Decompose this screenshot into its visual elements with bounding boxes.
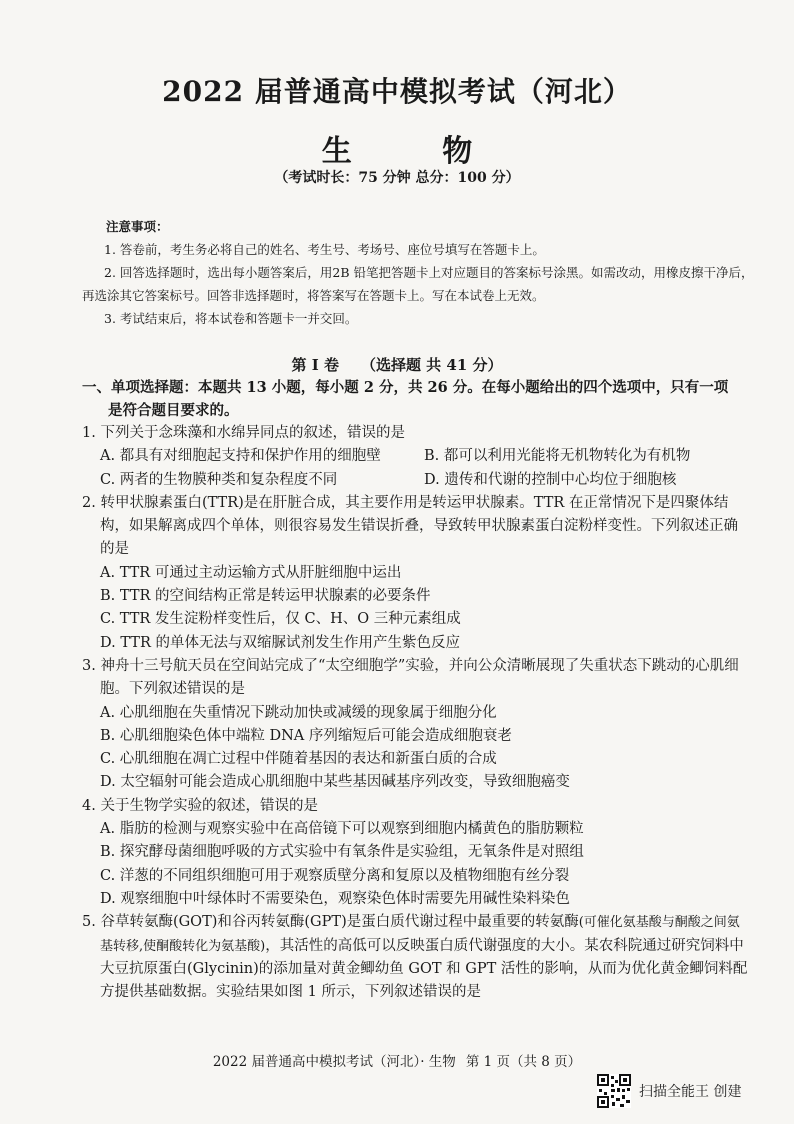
question-stem: 3. 神舟十三号航天员在空间站完成了“太空细胞学”实验，并向公众清晰展现了失重状态下跳动的心肌细胞。下列叙述错误的是 — [82, 657, 739, 698]
section-title-desc: （选择题 共 41 分） — [360, 356, 503, 374]
part-line: 一、单项选择题：本题共 13 小题，每小题 2 分，共 26 分。在每小题给出的四个选项中，只有一项 — [82, 379, 729, 396]
question-list — [82, 422, 748, 1004]
question-stem-part: 5. 谷草转氨酶(GOT)和谷丙转氨酶(GPT)是蛋白质代谢过程中最重要的转氨酶 — [82, 914, 579, 931]
question-1 — [82, 422, 748, 492]
question-5 — [82, 911, 748, 1004]
section-title-volume: 第 I 卷 — [291, 356, 339, 374]
option-b: B. TTR 的空间结构正常是转运甲状腺素的必要条件 — [100, 588, 431, 605]
option-row — [82, 469, 748, 492]
section-title — [0, 354, 794, 375]
option-b: B. 探究酵母菌细胞呼吸的方式实验中有氧条件是实验组，无氧条件是对照组 — [100, 844, 584, 861]
question-stem: 1. 下列关于念珠藻和水绵异同点的叙述，错误的是 — [82, 425, 405, 441]
notice-block — [82, 215, 754, 330]
option-d: D. 观察细胞中叶绿体时不需要染色，观察染色体时需要先用碱性染料染色 — [100, 890, 570, 907]
footer-page-number: 第 1 页（共 8 页） — [465, 1054, 582, 1070]
option-b: B. 心肌细胞染色体中端粒 DNA 序列缩短后可能会造成细胞衰老 — [100, 727, 512, 744]
option-c: C. 两者的生物膜种类和复杂程度不同 — [100, 471, 338, 488]
question-4 — [82, 795, 748, 911]
part-line: 是符合题目要求的。 — [108, 402, 239, 419]
question-stem: 2. 转甲状腺素蛋白(TTR)是在肝脏合成，其主要作用是转运甲状腺素。TTR 在正常情况下是四聚体结构，如果解离成四个单体，则很容易发生错误折叠，导致转甲状腺素蛋白淀粉样变性。下列叙述正确的是 — [82, 494, 738, 558]
footer-title: 2022 届普通高中模拟考试（河北）· 生物 — [212, 1054, 456, 1070]
option-a: A. 都具有对细胞起支持和保护作用的细胞壁 — [100, 448, 381, 465]
question-stem-note: (可催化氨基酸与酮酸之间氨基转移,使酮酸转化为氨基酸) — [100, 915, 740, 954]
question-2 — [82, 492, 748, 655]
notice-heading: 注意事项： — [106, 219, 169, 234]
option-a: A. 心肌细胞在失重情况下跳动加快或减缓的现象属于细胞分化 — [100, 704, 497, 721]
option-b: B. 都可以利用光能将无机物转化为有机物 — [424, 448, 691, 465]
option-d: D. TTR 的单体无法与双缩脲试剂发生作用产生紫色反应 — [100, 634, 460, 651]
option-d: D. 太空辐射可能会造成心肌细胞中某些基因碱基序列改变，导致细胞癌变 — [100, 774, 570, 791]
scanner-watermark — [597, 1074, 741, 1108]
option-row — [82, 445, 748, 468]
notice-item: 2. 回答选择题时，选出每小题答案后，用2B 铅笔把答题卡上对应题目的答案标号涂黑。如需改动，用橡皮擦干净后，再选涂其它答案标号。回答非选择题时，将答案写在答题卡上。写在本试卷上无效。 — [82, 265, 754, 303]
exam-meta: （考试时长：75 分钟 总分：100 分） — [274, 170, 520, 186]
question-stem — [82, 911, 748, 1004]
question-stem: 4. 关于生物学实验的叙述，错误的是 — [82, 797, 318, 814]
qr-code-icon — [597, 1074, 631, 1108]
question-3 — [82, 655, 748, 795]
option-c: C. 洋葱的不同组织细胞可用于观察质壁分离和复原以及植物细胞有丝分裂 — [100, 867, 570, 884]
option-a: A. 脂肪的检测与观察实验中在高倍镜下可以观察到细胞内橘黄色的脂肪颗粒 — [100, 821, 584, 838]
subject-title: 生 物 — [321, 134, 513, 169]
notice-item: 1. 答卷前，考生务必将自己的姓名、考生号、考场号、座位号填写在答题卡上。 — [104, 242, 545, 257]
exam-title: 2022 届普通高中模拟考试（河北） — [162, 75, 632, 108]
part-instructions — [82, 376, 746, 422]
notice-item: 3. 考试结束后，将本试卷和答题卡一并交回。 — [104, 311, 358, 326]
option-c: C. TTR 发生淀粉样变性后，仅 C、H、O 三种元素组成 — [100, 611, 461, 628]
question-stem-part: ，其活性的高低可以反映蛋白质代谢强度的大小。某农科院通过研究饲料中大豆抗原蛋白(Glycinin)的添加量对黄金鲫幼鱼 GOT 和 GPT 活性的影响，从而为优化黄金鲫饲料配方提供基础数据。实验结果如图 1 所示，下列叙述错误的是 — [100, 937, 748, 1001]
option-d: D. 遗传和代谢的控制中心均位于细胞核 — [424, 471, 677, 488]
option-a: A. TTR 可通过主动运输方式从肝脏细胞中运出 — [100, 564, 402, 581]
page-footer — [0, 1050, 794, 1070]
scanner-label: 扫描全能王 创建 — [639, 1084, 742, 1100]
option-c: C. 心肌细胞在凋亡过程中伴随着基因的表达和新蛋白质的合成 — [100, 751, 497, 768]
